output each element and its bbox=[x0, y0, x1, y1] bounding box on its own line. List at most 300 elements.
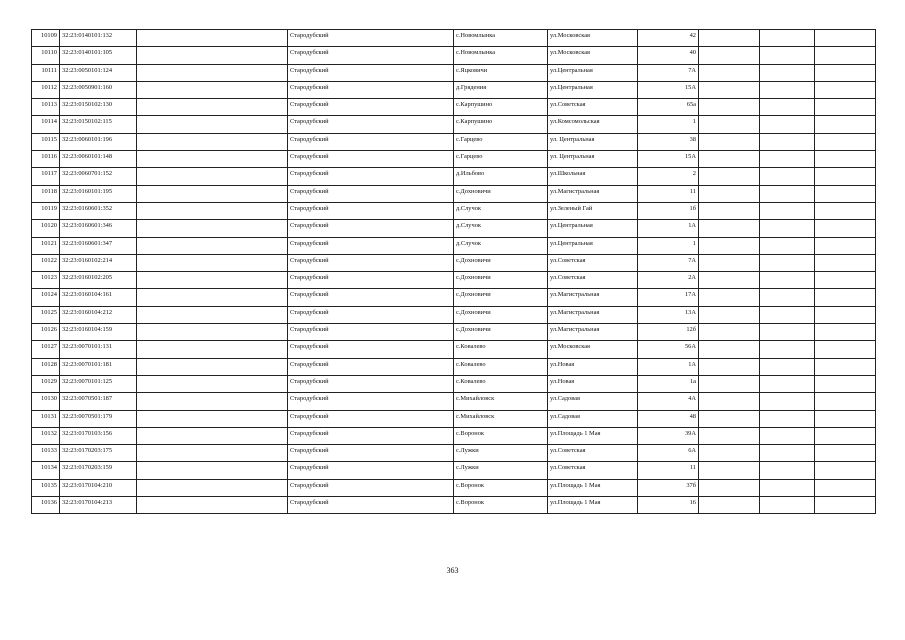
settlement-cell: с.Дохновичи bbox=[454, 289, 548, 306]
record-number-cell: 10111 bbox=[32, 64, 60, 81]
blank-cell bbox=[699, 116, 760, 133]
house-number-cell: 38 bbox=[638, 133, 699, 150]
settlement-cell: с.Дохновичи bbox=[454, 306, 548, 323]
record-number-cell: 10120 bbox=[32, 220, 60, 237]
cadastral-number-cell: 32:23:0160104:159 bbox=[60, 324, 137, 341]
settlement-cell: с.Ковалево bbox=[454, 358, 548, 375]
table-row bbox=[32, 375, 876, 392]
district-cell: Стародубский bbox=[288, 237, 454, 254]
settlement-cell: с.Лужки bbox=[454, 445, 548, 462]
table-row bbox=[32, 81, 876, 98]
blank-cell bbox=[815, 497, 876, 514]
table-row bbox=[32, 133, 876, 150]
blank-cell bbox=[137, 254, 288, 271]
blank-cell bbox=[760, 185, 815, 202]
blank-cell bbox=[137, 272, 288, 289]
page-number: 363 bbox=[446, 566, 459, 575]
settlement-cell: д.Случок bbox=[454, 202, 548, 219]
cadastral-number-cell: 32:23:0050101:124 bbox=[60, 64, 137, 81]
street-cell: ул.Советская bbox=[548, 99, 638, 116]
record-number-cell: 10114 bbox=[32, 116, 60, 133]
settlement-cell: с.Гарцево bbox=[454, 151, 548, 168]
blank-cell bbox=[699, 497, 760, 514]
blank-cell bbox=[699, 151, 760, 168]
blank-cell bbox=[137, 237, 288, 254]
blank-cell bbox=[760, 393, 815, 410]
record-number-cell: 10113 bbox=[32, 99, 60, 116]
settlement-cell: с.Карпушино bbox=[454, 116, 548, 133]
table-row bbox=[32, 289, 876, 306]
table-row bbox=[32, 393, 876, 410]
settlement-cell: д.Ильбово bbox=[454, 168, 548, 185]
table-row bbox=[32, 47, 876, 64]
register-table bbox=[31, 29, 876, 514]
blank-cell bbox=[699, 133, 760, 150]
blank-cell bbox=[699, 375, 760, 392]
street-cell: ул.Садовая bbox=[548, 410, 638, 427]
district-cell: Стародубский bbox=[288, 445, 454, 462]
settlement-cell: с.Воронок bbox=[454, 497, 548, 514]
table-row bbox=[32, 427, 876, 444]
record-number-cell: 10131 bbox=[32, 410, 60, 427]
blank-cell bbox=[760, 47, 815, 64]
house-number-cell: 1б bbox=[638, 202, 699, 219]
settlement-cell: д.Грядения bbox=[454, 81, 548, 98]
house-number-cell: 1а bbox=[638, 375, 699, 392]
table-row bbox=[32, 64, 876, 81]
blank-cell bbox=[760, 375, 815, 392]
settlement-cell: д.Случок bbox=[454, 237, 548, 254]
house-number-cell: 11 bbox=[638, 462, 699, 479]
settlement-cell: д.Случок bbox=[454, 220, 548, 237]
street-cell: ул.Советская bbox=[548, 445, 638, 462]
cadastral-number-cell: 32:23:0060701:152 bbox=[60, 168, 137, 185]
settlement-cell: с.Михайловск bbox=[454, 410, 548, 427]
street-cell: ул.Садовая bbox=[548, 393, 638, 410]
district-cell: Стародубский bbox=[288, 427, 454, 444]
house-number-cell: 1 bbox=[638, 237, 699, 254]
district-cell: Стародубский bbox=[288, 47, 454, 64]
cadastral-number-cell: 32:23:0170104:210 bbox=[60, 479, 137, 496]
blank-cell bbox=[699, 393, 760, 410]
blank-cell bbox=[137, 99, 288, 116]
district-cell: Стародубский bbox=[288, 289, 454, 306]
table-row bbox=[32, 168, 876, 185]
house-number-cell: 7А bbox=[638, 254, 699, 271]
district-cell: Стародубский bbox=[288, 185, 454, 202]
district-cell: Стародубский bbox=[288, 375, 454, 392]
district-cell: Стародубский bbox=[288, 116, 454, 133]
blank-cell bbox=[815, 427, 876, 444]
table-row bbox=[32, 202, 876, 219]
record-number-cell: 10118 bbox=[32, 185, 60, 202]
table-row bbox=[32, 254, 876, 271]
record-number-cell: 10122 bbox=[32, 254, 60, 271]
house-number-cell: 17А bbox=[638, 289, 699, 306]
house-number-cell: 16 bbox=[638, 497, 699, 514]
table-row bbox=[32, 462, 876, 479]
cadastral-number-cell: 32:23:0140101:132 bbox=[60, 30, 137, 47]
cadastral-number-cell: 32:23:0070101:181 bbox=[60, 358, 137, 375]
settlement-cell: с.Михайловск bbox=[454, 393, 548, 410]
record-number-cell: 10121 bbox=[32, 237, 60, 254]
house-number-cell: 2А bbox=[638, 272, 699, 289]
street-cell: ул.Советская bbox=[548, 462, 638, 479]
settlement-cell: с.Лужки bbox=[454, 462, 548, 479]
blank-cell bbox=[760, 306, 815, 323]
blank-cell bbox=[815, 64, 876, 81]
cadastral-number-cell: 32:23:0170104:213 bbox=[60, 497, 137, 514]
blank-cell bbox=[815, 168, 876, 185]
cadastral-number-cell: 32:23:0140101:105 bbox=[60, 47, 137, 64]
cadastral-number-cell: 32:23:0070101:125 bbox=[60, 375, 137, 392]
blank-cell bbox=[699, 324, 760, 341]
blank-cell bbox=[760, 81, 815, 98]
street-cell: ул. Центральная bbox=[548, 151, 638, 168]
blank-cell bbox=[760, 168, 815, 185]
blank-cell bbox=[699, 254, 760, 271]
district-cell: Стародубский bbox=[288, 254, 454, 271]
blank-cell bbox=[137, 47, 288, 64]
settlement-cell: с.Карпушино bbox=[454, 99, 548, 116]
blank-cell bbox=[699, 47, 760, 64]
house-number-cell: 1А bbox=[638, 358, 699, 375]
blank-cell bbox=[699, 427, 760, 444]
street-cell: ул.Московская bbox=[548, 341, 638, 358]
blank-cell bbox=[815, 99, 876, 116]
record-number-cell: 10112 bbox=[32, 81, 60, 98]
blank-cell bbox=[699, 220, 760, 237]
blank-cell bbox=[137, 116, 288, 133]
house-number-cell: 56А bbox=[638, 341, 699, 358]
blank-cell bbox=[815, 393, 876, 410]
district-cell: Стародубский bbox=[288, 410, 454, 427]
blank-cell bbox=[815, 445, 876, 462]
record-number-cell: 10124 bbox=[32, 289, 60, 306]
cadastral-number-cell: 32:23:0160601:352 bbox=[60, 202, 137, 219]
house-number-cell: 40 bbox=[638, 47, 699, 64]
blank-cell bbox=[815, 81, 876, 98]
house-number-cell: 37б bbox=[638, 479, 699, 496]
blank-cell bbox=[815, 47, 876, 64]
street-cell: ул.Площадь 1 Мая bbox=[548, 497, 638, 514]
register-table-body bbox=[32, 30, 876, 514]
cadastral-number-cell: 32:23:0070501:179 bbox=[60, 410, 137, 427]
blank-cell bbox=[815, 272, 876, 289]
cadastral-number-cell: 32:23:0160601:346 bbox=[60, 220, 137, 237]
street-cell: ул.Магистральная bbox=[548, 289, 638, 306]
blank-cell bbox=[699, 202, 760, 219]
settlement-cell: с.Яцковичи bbox=[454, 64, 548, 81]
record-number-cell: 10129 bbox=[32, 375, 60, 392]
blank-cell bbox=[760, 358, 815, 375]
blank-cell bbox=[699, 272, 760, 289]
blank-cell bbox=[699, 410, 760, 427]
blank-cell bbox=[699, 99, 760, 116]
house-number-cell: 15А bbox=[638, 151, 699, 168]
cadastral-number-cell: 32:23:0160104:212 bbox=[60, 306, 137, 323]
record-number-cell: 10135 bbox=[32, 479, 60, 496]
blank-cell bbox=[137, 168, 288, 185]
cadastral-number-cell: 32:23:0160601:347 bbox=[60, 237, 137, 254]
settlement-cell: с.Гарцево bbox=[454, 133, 548, 150]
blank-cell bbox=[137, 358, 288, 375]
blank-cell bbox=[760, 254, 815, 271]
blank-cell bbox=[137, 202, 288, 219]
blank-cell bbox=[760, 479, 815, 496]
district-cell: Стародубский bbox=[288, 64, 454, 81]
blank-cell bbox=[815, 116, 876, 133]
house-number-cell: 39А bbox=[638, 427, 699, 444]
blank-cell bbox=[137, 133, 288, 150]
blank-cell bbox=[815, 151, 876, 168]
district-cell: Стародубский bbox=[288, 220, 454, 237]
blank-cell bbox=[760, 497, 815, 514]
cadastral-number-cell: 32:23:0050901:160 bbox=[60, 81, 137, 98]
blank-cell bbox=[760, 289, 815, 306]
blank-cell bbox=[699, 306, 760, 323]
cadastral-number-cell: 32:23:0170203:159 bbox=[60, 462, 137, 479]
street-cell: ул.Новая bbox=[548, 375, 638, 392]
blank-cell bbox=[699, 341, 760, 358]
house-number-cell: 48 bbox=[638, 410, 699, 427]
record-number-cell: 10130 bbox=[32, 393, 60, 410]
settlement-cell: с.Ковалево bbox=[454, 341, 548, 358]
district-cell: Стародубский bbox=[288, 324, 454, 341]
settlement-cell: с.Воронок bbox=[454, 479, 548, 496]
blank-cell bbox=[815, 237, 876, 254]
blank-cell bbox=[760, 341, 815, 358]
blank-cell bbox=[815, 133, 876, 150]
table-row bbox=[32, 30, 876, 47]
blank-cell bbox=[815, 289, 876, 306]
cadastral-number-cell: 32:23:0160102:205 bbox=[60, 272, 137, 289]
blank-cell bbox=[137, 445, 288, 462]
blank-cell bbox=[137, 341, 288, 358]
record-number-cell: 10132 bbox=[32, 427, 60, 444]
house-number-cell: 1А bbox=[638, 220, 699, 237]
record-number-cell: 10109 bbox=[32, 30, 60, 47]
house-number-cell: 12б bbox=[638, 324, 699, 341]
table-row bbox=[32, 445, 876, 462]
settlement-cell: с.Дохновичи bbox=[454, 324, 548, 341]
blank-cell bbox=[137, 81, 288, 98]
blank-cell bbox=[760, 462, 815, 479]
district-cell: Стародубский bbox=[288, 497, 454, 514]
blank-cell bbox=[760, 99, 815, 116]
cadastral-number-cell: 32:23:0160102:214 bbox=[60, 254, 137, 271]
table-row bbox=[32, 358, 876, 375]
record-number-cell: 10134 bbox=[32, 462, 60, 479]
record-number-cell: 10110 bbox=[32, 47, 60, 64]
house-number-cell: 15А bbox=[638, 81, 699, 98]
blank-cell bbox=[137, 289, 288, 306]
cadastral-number-cell: 32:23:0150102:115 bbox=[60, 116, 137, 133]
street-cell: ул.Площадь 1 Мая bbox=[548, 427, 638, 444]
street-cell: ул.Московская bbox=[548, 47, 638, 64]
street-cell: ул.Школьная bbox=[548, 168, 638, 185]
blank-cell bbox=[699, 185, 760, 202]
record-number-cell: 10136 bbox=[32, 497, 60, 514]
cadastral-number-cell: 32:23:0060101:196 bbox=[60, 133, 137, 150]
district-cell: Стародубский bbox=[288, 30, 454, 47]
record-number-cell: 10123 bbox=[32, 272, 60, 289]
table-row bbox=[32, 237, 876, 254]
table-row bbox=[32, 497, 876, 514]
blank-cell bbox=[815, 375, 876, 392]
blank-cell bbox=[699, 358, 760, 375]
cadastral-number-cell: 32:23:0060101:148 bbox=[60, 151, 137, 168]
table-row bbox=[32, 116, 876, 133]
blank-cell bbox=[137, 64, 288, 81]
street-cell: ул.Магистральная bbox=[548, 306, 638, 323]
house-number-cell: 7А bbox=[638, 64, 699, 81]
blank-cell bbox=[760, 445, 815, 462]
house-number-cell: 65а bbox=[638, 99, 699, 116]
table-row bbox=[32, 99, 876, 116]
settlement-cell: с.Дохновичи bbox=[454, 254, 548, 271]
street-cell: ул.Магистральная bbox=[548, 185, 638, 202]
blank-cell bbox=[760, 30, 815, 47]
blank-cell bbox=[137, 462, 288, 479]
table-row bbox=[32, 479, 876, 496]
street-cell: ул.Центральная bbox=[548, 64, 638, 81]
district-cell: Стародубский bbox=[288, 151, 454, 168]
house-number-cell: 1 bbox=[638, 116, 699, 133]
cadastral-number-cell: 32:23:0070501:187 bbox=[60, 393, 137, 410]
table-row bbox=[32, 220, 876, 237]
settlement-cell: с.Дохновичи bbox=[454, 185, 548, 202]
street-cell: ул.Центральная bbox=[548, 220, 638, 237]
street-cell: ул.Комсомольская bbox=[548, 116, 638, 133]
house-number-cell: 6А bbox=[638, 445, 699, 462]
record-number-cell: 10127 bbox=[32, 341, 60, 358]
district-cell: Стародубский bbox=[288, 272, 454, 289]
street-cell: ул.Центральная bbox=[548, 81, 638, 98]
district-cell: Стародубский bbox=[288, 393, 454, 410]
blank-cell bbox=[699, 81, 760, 98]
settlement-cell: с.Новомлынка bbox=[454, 30, 548, 47]
house-number-cell: 2 bbox=[638, 168, 699, 185]
blank-cell bbox=[137, 324, 288, 341]
record-number-cell: 10117 bbox=[32, 168, 60, 185]
district-cell: Стародубский bbox=[288, 202, 454, 219]
record-number-cell: 10116 bbox=[32, 151, 60, 168]
blank-cell bbox=[815, 202, 876, 219]
table-row bbox=[32, 306, 876, 323]
blank-cell bbox=[815, 324, 876, 341]
cadastral-number-cell: 32:23:0150102:130 bbox=[60, 99, 137, 116]
table-row bbox=[32, 341, 876, 358]
blank-cell bbox=[760, 151, 815, 168]
blank-cell bbox=[815, 220, 876, 237]
blank-cell bbox=[137, 410, 288, 427]
street-cell: ул.Площадь 1 Мая bbox=[548, 479, 638, 496]
settlement-cell: с.Дохновичи bbox=[454, 272, 548, 289]
blank-cell bbox=[137, 220, 288, 237]
blank-cell bbox=[815, 30, 876, 47]
settlement-cell: с.Воронок bbox=[454, 427, 548, 444]
record-number-cell: 10126 bbox=[32, 324, 60, 341]
street-cell: ул.Центральная bbox=[548, 237, 638, 254]
house-number-cell: 13А bbox=[638, 306, 699, 323]
cadastral-number-cell: 32:23:0170203:175 bbox=[60, 445, 137, 462]
blank-cell bbox=[137, 497, 288, 514]
blank-cell bbox=[760, 272, 815, 289]
blank-cell bbox=[760, 133, 815, 150]
district-cell: Стародубский bbox=[288, 341, 454, 358]
table-row bbox=[32, 151, 876, 168]
district-cell: Стародубский bbox=[288, 168, 454, 185]
cadastral-number-cell: 32:23:0070101:131 bbox=[60, 341, 137, 358]
blank-cell bbox=[137, 375, 288, 392]
blank-cell bbox=[699, 64, 760, 81]
district-cell: Стародубский bbox=[288, 99, 454, 116]
record-number-cell: 10125 bbox=[32, 306, 60, 323]
district-cell: Стародубский bbox=[288, 479, 454, 496]
house-number-cell: 42 bbox=[638, 30, 699, 47]
district-cell: Стародубский bbox=[288, 306, 454, 323]
table-row bbox=[32, 272, 876, 289]
house-number-cell: 11 bbox=[638, 185, 699, 202]
blank-cell bbox=[699, 289, 760, 306]
blank-cell bbox=[760, 410, 815, 427]
blank-cell bbox=[137, 427, 288, 444]
record-number-cell: 10133 bbox=[32, 445, 60, 462]
street-cell: ул.Магистральная bbox=[548, 324, 638, 341]
street-cell: ул.Зеленый Гай bbox=[548, 202, 638, 219]
record-number-cell: 10119 bbox=[32, 202, 60, 219]
blank-cell bbox=[760, 64, 815, 81]
blank-cell bbox=[137, 479, 288, 496]
blank-cell bbox=[760, 427, 815, 444]
record-number-cell: 10128 bbox=[32, 358, 60, 375]
blank-cell bbox=[137, 393, 288, 410]
table-row bbox=[32, 185, 876, 202]
blank-cell bbox=[815, 410, 876, 427]
district-cell: Стародубский bbox=[288, 358, 454, 375]
blank-cell bbox=[699, 168, 760, 185]
cadastral-number-cell: 32:23:0160104:161 bbox=[60, 289, 137, 306]
settlement-cell: с.Новомлынка bbox=[454, 47, 548, 64]
blank-cell bbox=[815, 254, 876, 271]
blank-cell bbox=[699, 445, 760, 462]
table-row bbox=[32, 324, 876, 341]
blank-cell bbox=[137, 306, 288, 323]
blank-cell bbox=[815, 185, 876, 202]
blank-cell bbox=[699, 237, 760, 254]
street-cell: ул.Московская bbox=[548, 30, 638, 47]
blank-cell bbox=[815, 358, 876, 375]
district-cell: Стародубский bbox=[288, 462, 454, 479]
blank-cell bbox=[137, 185, 288, 202]
blank-cell bbox=[699, 30, 760, 47]
blank-cell bbox=[815, 306, 876, 323]
cadastral-number-cell: 32:23:0170103:156 bbox=[60, 427, 137, 444]
house-number-cell: 4А bbox=[638, 393, 699, 410]
street-cell: ул.Советская bbox=[548, 254, 638, 271]
blank-cell bbox=[760, 237, 815, 254]
blank-cell bbox=[699, 479, 760, 496]
blank-cell bbox=[760, 220, 815, 237]
district-cell: Стародубский bbox=[288, 133, 454, 150]
blank-cell bbox=[699, 462, 760, 479]
street-cell: ул.Новая bbox=[548, 358, 638, 375]
street-cell: ул. Центральная bbox=[548, 133, 638, 150]
cadastral-number-cell: 32:23:0160101:195 bbox=[60, 185, 137, 202]
blank-cell bbox=[137, 151, 288, 168]
blank-cell bbox=[815, 479, 876, 496]
